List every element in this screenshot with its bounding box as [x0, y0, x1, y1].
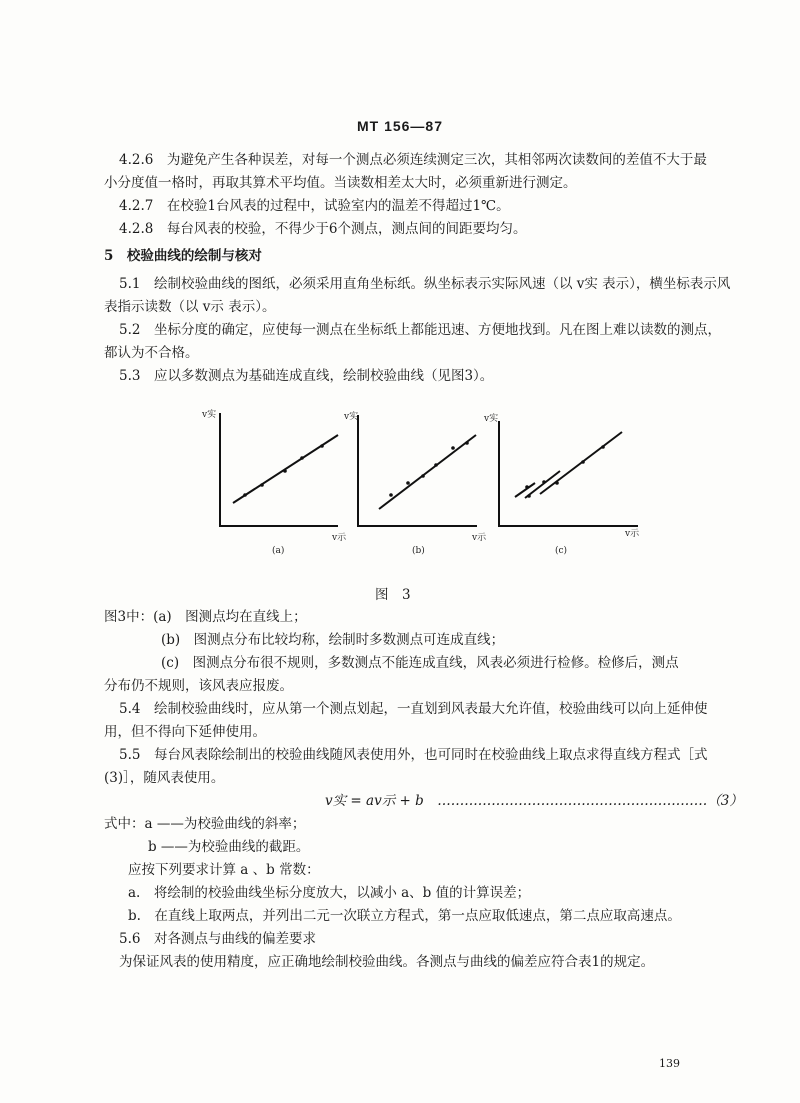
paragraph-5-2-cont: 都认为不合格。: [104, 345, 199, 361]
paragraph-5-4-cont: 用，但不得向下延伸使用。: [104, 724, 266, 740]
paragraph-5-4: 5.4 绘制校验曲线时，应从第一个测点划起，一直划到风表最大允许值，校验曲线可以向上延伸使: [119, 701, 708, 717]
y-axis-label: v实: [484, 414, 499, 424]
paragraph-4-2-8: 4.2.8 每台风表的校验，不得少于6个测点，测点间的间距要均匀。: [119, 221, 527, 237]
paragraph-4-2-7: 4.2.7 在校验1台风表的过程中，试验室内的温差不得超过1℃。: [119, 198, 510, 214]
caption-c: (c): [555, 546, 568, 556]
figure-3-plots: [200, 395, 640, 565]
x-axis-label: v示: [625, 529, 640, 539]
figure-note-c: (c) 图测点分布很不规则，多数测点不能连成直线，风表必须进行检修。检修后，测点: [161, 655, 679, 671]
x-axis-label: v示: [332, 533, 347, 543]
document-header: MT 156—87: [356, 118, 444, 134]
caption-a: (a): [272, 546, 285, 556]
paragraph-5-1: 5.1 绘制校验曲线的图纸，必须采用直角坐标纸。纵坐标表示实际风速（以 v实 表示），横坐标表示风: [119, 276, 731, 292]
section-5-heading: 5 校验曲线的绘制与核对: [104, 248, 262, 264]
paragraph-5-3: 5.3 应以多数测点为基础连成直线，绘制校验曲线（见图3）。: [119, 368, 494, 384]
figure-title: 图 3: [375, 587, 411, 603]
requirement-intro: 应按下列要求计算 a 、b 常数：: [128, 862, 320, 878]
plot-b: [343, 410, 487, 556]
requirement-b: b. 在直线上取两点，并列出二元一次联立方程式，第一点应取低速点，第二点应取高速点。: [128, 908, 681, 924]
figure-note-b: (b) 图测点分布比较均称，绘制时多数测点可连成直线；: [161, 632, 505, 648]
figure-note-a: 图3中：(a) 图测点均在直线上；: [104, 609, 307, 625]
plot-c: [483, 412, 640, 556]
y-axis-label: v实: [202, 410, 217, 420]
paragraph-5-5-cont: (3)］，随风表使用。: [104, 770, 225, 786]
caption-b: (b): [412, 546, 425, 556]
plot-a: [201, 408, 347, 556]
paragraph-4-2-6: 4.2.6 为避免产生各种误差，对每一个测点必须连续测定三次，其相邻两次读数间的差值不大于最: [119, 152, 707, 168]
paragraph-5-1-cont: 表指示读数（以 v示 表示）。: [104, 299, 276, 315]
requirement-a: a. 将绘制的校验曲线坐标分度放大，以减小 a、b 值的计算误差；: [128, 885, 531, 901]
equation-3: v实 = av示 + b ……………………………………………………（3）: [325, 793, 743, 809]
where-b: b ——为校验曲线的截距。: [148, 839, 310, 855]
paragraph-5-6: 5.6 对各测点与曲线的偏差要求: [119, 931, 316, 947]
paragraph-4-2-6-cont: 小分度值一格时，再取其算术平均值。当读数相差太大时，必须重新进行测定。: [104, 175, 577, 191]
x-axis-label: v示: [472, 533, 487, 543]
y-axis-label: v实: [344, 412, 359, 422]
paragraph-5-5: 5.5 每台风表除绘制出的校验曲线随风表使用外，也可同时在校验曲线上取点求得直线方程式［式: [119, 747, 708, 763]
paragraph-5-2: 5.2 坐标分度的确定，应使每一测点在坐标纸上都能迅速、方便地找到。凡在图上难以读数的测点，: [119, 322, 721, 338]
where-a: 式中：a ——为校验曲线的斜率；: [104, 816, 306, 832]
paragraph-5-6-cont: 为保证风表的使用精度，应正确地绘制校验曲线。各测点与曲线的偏差应符合表1的规定。: [119, 954, 655, 970]
figure-note-c-cont: 分布仍不规则，该风表应报废。: [104, 678, 293, 694]
page-number: 139: [659, 1057, 680, 1070]
